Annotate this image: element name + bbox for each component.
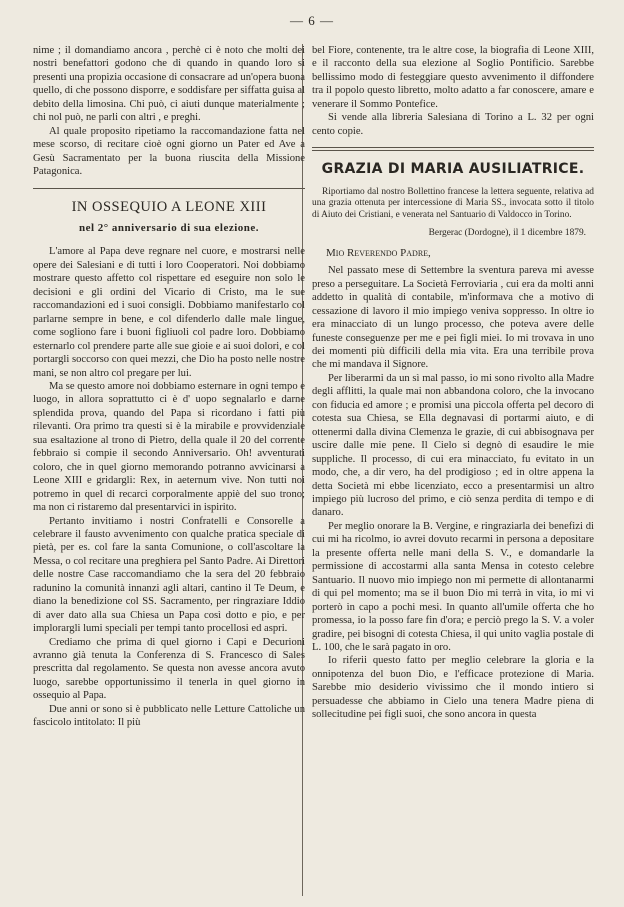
paragraph: Nel passato mese di Settembre la sventura pareva mi avesse preso a perseguitare. La Società Ferroviaria , cui era da molti anni addetto in qualità di contabile, m'informava che a motivo di cessazione di lavoro il mio impiego veniva soppresso. In oltre io era minacciato di un lungo processo, che poteva avere delle funeste conseguenze per me e pei figli miei. Io mi trovava in uno dei momenti più difficili della mia vita. Era una terribile prova che mi mandava il Signore. [312,265,594,371]
paragraph: nime ; il domandiamo ancora , perchè ci è noto che molti dei nostri benefattori godono che di quando in quando loro si presenti una propizia occasione di consacrare ad un'opera buona quello, di che possono disporre, e soddisfare per siffatta guisa al debito della limosina. Chi può, ci aiuti dunque materialmente ; chi nol può, ne parli con altri , e preghi. [33,45,305,124]
right-column [312,44,594,722]
section-title: GRAZIA DI MARIA AUSILIATRICE. [321,161,585,178]
paragraph: Crediamo che prima di quel giorno i Capi e Decurioni avranno già tenuta la Conferenza di S. Francesco di Sales prescritta dal regolamento. Se questa non avesse ancora avuto luogo, sarebbe opportunissimo il tenerla in quel giorno in ossequio al Papa. [33,636,305,702]
paragraph: Si vende alla libreria Salesiana di Torino a L. 32 per ogni cento copie. [312,112,594,137]
paragraph: Io riferii questo fatto per meglio celebrare la gloria e la onnipotenza del buon Dio, e l'efficace protezione di Maria. Sarebbe mio desiderio vivissimo che il mondo intiero si persuadesse che abbiamo in Cielo una tenera Madre piena di sollecitudine pei figli suoi, che sono ancora in questa [312,655,594,721]
paragraph: Al quale proposito ripetiamo la raccomandazione fatta nel mese scorso, di recitare cioè ogni giorno un Pater ed Ave a Gesù Sacramentato per la buona riuscita della Missione Patagonica. [33,125,305,178]
letter-salutation: Mio Reverendo Padre, [326,246,431,259]
paragraph: Ma se questo amore noi dobbiamo esternare in ogni tempo e luogo, in allora soprattutto ci è d' uopo segnalarlo e darne splendida prova, quando del Papa si ricordano i fatti più rilevanti. Ora primo tra questi si è la mirabile e provvidenziale sua esaltazione al trono di Pietro, della quale il 20 del corrente febbraio si compie il secondo Anniversario. Oh! avventurati coloro, che in quel giorno memorando potranno avvicinarsi a Leone XIII e gridargli: Rex, in aeternum vive. Non tutti noi potremo in quel di recarci corporalmente appiè del suo trono; ma non ci ristaremo dal presentarvici in ispirito. [33,380,305,514]
left-column [33,44,305,730]
paragraph: L'amore al Papa deve regnare nel cuore, e mostrarsi nelle opere dei Salesiani e di tutti i loro Cooperatori. Noi dobbiamo mostrare questo affetto col rispettare ed eseguire non solo le decisioni e gli ordini del Vicario di Cristo, ma le sue raccomandazioni ed i suoi consigli. Dobbiamo manifestarlo col parlarne sempre in bene, e col difenderlo dalle male lingue, come sogliono fare i buoni figliuoli col padre loro. Dobbiamo esternarlo col prendere parte alle sue gioie e ai suoi dolori, e col portargli soccorso con quei mezzi, che Dio ha posto nelle nostre mani, se non altro col pregare per lui. [33,246,305,379]
paragraph: Per meglio onorare la B. Vergine, e ringraziarla dei benefizi di cui mi ha ricolmo, io avrei dovuto recarmi in persona a depositare la presente offerta nelle mani della S. V., e domandarle la permissione di accostarmi alla santa Mensa in cotesto celebre Santuario. Il nuovo mio impiego non mi permette di allontanarmi di qui pel momento; ma se il buon Dio mi terrà in vita, io mi vi porterò in capo a pochi mesi. In quanto all'umile offerta che ho promessa, io la posso fare fin d'ora; e perciò prego la S. V. a voler gradire, pei bisogni di cotesta Chiesa, il qui unito vaglia postale di L. 100, che le sarà pagato in oro. [312,520,594,653]
section-title: IN OSSEQUIO A LEONE XIII [71,198,267,215]
section-rule [33,188,305,189]
section-subtitle: nel 2° anniversario di sua elezione. [78,221,260,234]
paragraph: Per liberarmi da un sì mal passo, io mi sono rivolto alla Madre degli afflitti, la quale mai non abbandona coloro, che la invocano con fiducia ed amore ; e promisi una piccola offerta pel decoro di cotesta sua Chiesa, se Ella degnavasi di portarmi aiuto, e di ottenermi dalla divina Clemenza le grazie, di cui abbisognava per uscire dalle mie pene. Il Cielo si degnò di esaudire le mie suppliche. Il processo, di cui era minacciato, fu evitato in un modo, che, a dir vero, ha del prodigioso ; ed in oltre appena la detta Società mi ebbe licenziato, ecco a presentarmisi un altro impiego più lucroso del primo, e ciò senza perdita di tempo e di danaro. [312,372,594,519]
paragraph: Due anni or sono si è pubblicato nelle Letture Cattoliche un fascicolo intitolato: Il più [33,703,305,729]
letter-dateline: Bergerac (Dordogne), il 1 dicembre 1879. [428,228,586,239]
intro-note: Riportiamo dal nostro Bollettino francese la lettera seguente, relativa ad una grazia ottenuta per intercessione di Maria SS., invocata sotto il titolo di Aiuto dei Cristiani, e venerata nel Santuario di Valdocco in Torino. [312,186,594,220]
paragraph: bel Fiore, contenente, tra le altre cose, la biografia di Leone XIII, e il racconto della sua elezione al Soglio Pontificio. Sarebbe bellissimo modo di festeggiare questo avvenimento il diffondere tra il popolo questo libretto, molto adatto a far conoscere, amare e venerare il Sommo Pontefice. [312,45,594,110]
section-rule [312,147,594,151]
page-number: — 6 — [290,13,334,28]
paragraph: Pertanto invitiamo i nostri Confratelli e Consorelle a celebrare il fausto avvenimento con qualche pratica speciale di pietà, per es. col fare la santa Comunione, o coll'ascoltare la Messa, o col recitare una preghiera pel Santo Padre. Ai Direttori delle nostre Case raccomandiamo che la sera del 20 febbraio radunino la comunità innanzi agli altari, cantino il Te Deum, e diano la benedizione col SS. Sacramento, per ringraziare Iddio di aver dato alla sua Chiesa un Papa così dotto e pio, e per implorargli lumi speciali per tempi tanto procellosi ed aspri. [33,515,305,635]
